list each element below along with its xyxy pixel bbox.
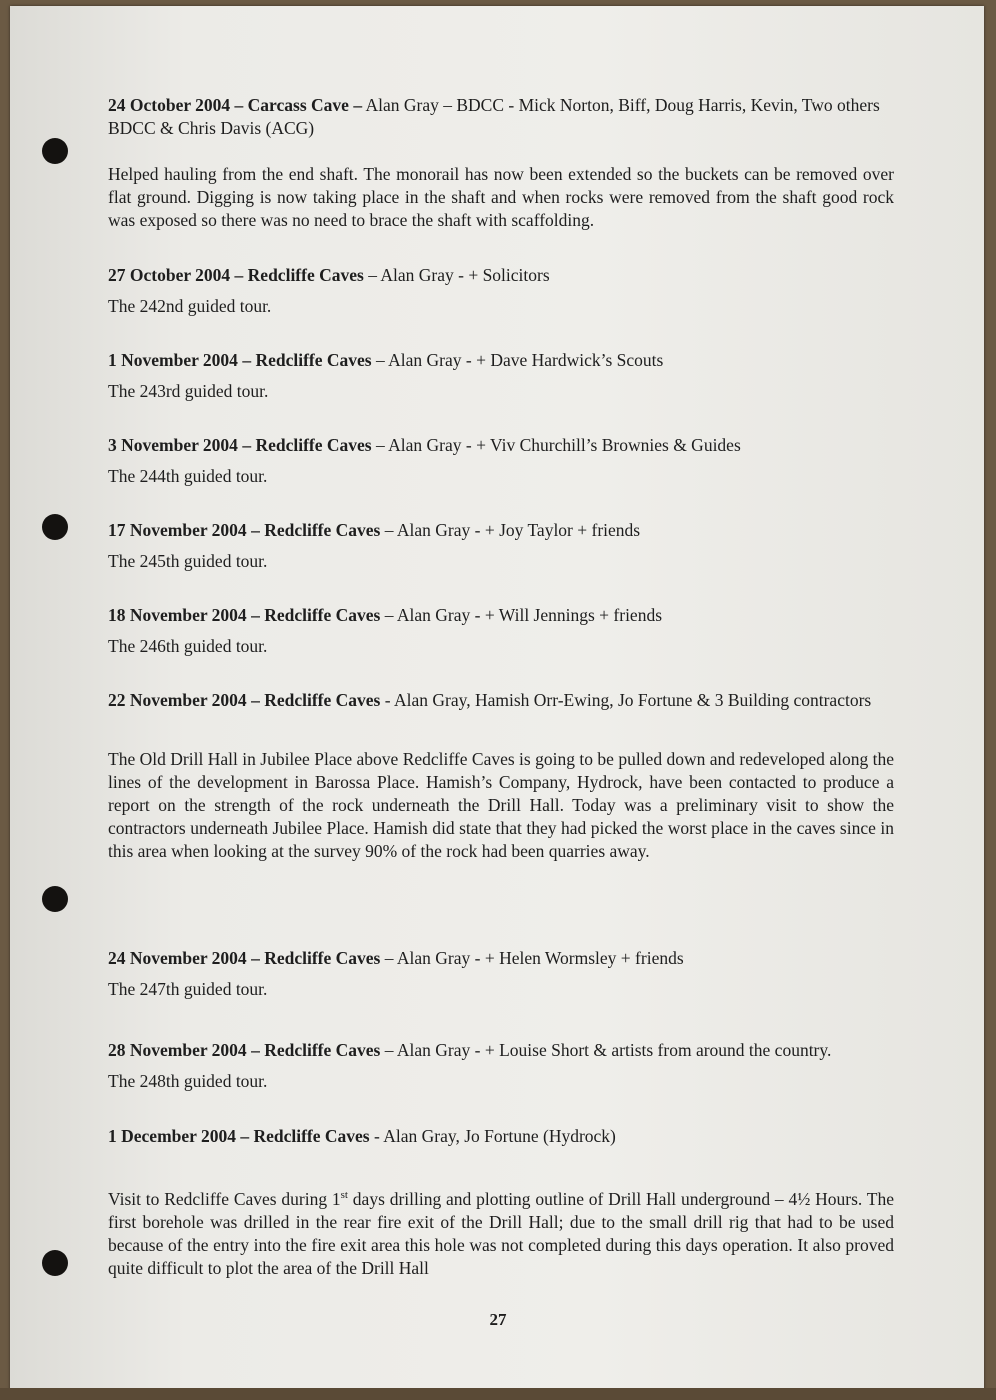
punch-hole <box>42 1250 68 1276</box>
entry-date: 24 November 2004 <box>108 948 247 968</box>
entry-place: Redcliffe Caves <box>264 1040 381 1060</box>
log-entry: 24 October 2004 – Carcass Cave – Alan Gray – BDCC - Mick Norton, Biff, Doug Harris, Kevin, Two others BDCC & Chris Davis (ACG) Helped hauling from the end shaft. The monorail has now been extended so the buckets can be removed over flat ground. Digging is now taking place in the shaft and when rocks were removed from the shaft good rock was exposed so there was no need to brace the shaft with scaffolding. <box>108 95 894 230</box>
entry-date: 1 December 2004 <box>108 1126 236 1146</box>
entry-text: Visit to Redcliffe Caves during 1st days drilling and plotting outline of Drill Hall underground – 4½ Hours. The first borehole was drilled in the rear fire exit of the Drill Hall; due to the small drill rig that had to be used because of the entry into the fire exit area this hole was not completed during this days operation. It also proved quite difficult to plot the area of the Drill Hall <box>108 1188 894 1278</box>
punch-hole <box>42 138 68 164</box>
entry-place: Carcass Cave <box>247 95 349 115</box>
log-entry: 1 December 2004 – Redcliffe Caves - Alan Gray, Jo Fortune (Hydrock) Visit to Redcliffe Caves during 1st days drilling and plotting outline of Drill Hall underground – 4½ Hours. The first borehole was drilled in the rear fire exit of the Drill Hall; due to the small drill rig that had to be used because of the entry into the fire exit area this hole was not completed during this days operation. It also proved quite difficult to plot the area of the Drill Hall <box>108 1126 894 1278</box>
entry-place: Redcliffe Caves <box>264 605 381 625</box>
log-entry: 18 November 2004 – Redcliffe Caves – Alan Gray - + Will Jennings + friends The 246th guided tour. <box>108 604 894 658</box>
entry-place: Redcliffe Caves <box>255 435 372 455</box>
log-entry: 22 November 2004 – Redcliffe Caves - Alan Gray, Hamish Orr-Ewing, Jo Fortune & 3 Building contractors The Old Drill Hall in Jubilee Place above Redcliffe Caves is going to be pulled down and redeveloped along the lines of the development in Barossa Place. Hamish’s Company, Hydrock, have been contacted to produce a report on the strength of the rock underneath the Drill Hall. Today was a preliminary visit to show the contractors underneath Jubilee Place. Hamish did state that they had picked the worst place in the caves since in this area when looking at the survey 90% of the rock had been quarries away. <box>108 690 894 861</box>
entry-place: Redcliffe Caves <box>264 690 381 710</box>
punch-hole <box>42 514 68 540</box>
punch-hole <box>42 886 68 912</box>
entry-date: 28 November 2004 <box>108 1040 247 1060</box>
entry-people: Alan Gray, Jo Fortune (Hydrock) <box>383 1126 616 1146</box>
entry-place: Redcliffe Caves <box>255 350 372 370</box>
log-entry: 28 November 2004 – Redcliffe Caves – Alan Gray - + Louise Short & artists from around the country. The 248th guided tour. <box>108 1039 894 1093</box>
entry-text: Helped hauling from the end shaft. The monorail has now been extended so the buckets can be removed over flat ground. Digging is now taking place in the shaft and when rocks were removed from the shaft good rock was exposed so there was no need to brace the shaft with scaffolding. <box>108 164 894 230</box>
entry-place: Redcliffe Caves <box>253 1126 370 1146</box>
entry-people: Alan Gray - + Viv Churchill’s Brownies & Guides <box>388 435 741 455</box>
entry-date: 17 November 2004 <box>108 520 247 540</box>
entry-text: The 245th guided tour. <box>108 551 268 571</box>
entry-text: The 248th guided tour. <box>108 1071 268 1091</box>
log-entry: 24 November 2004 – Redcliffe Caves – Alan Gray - + Helen Wormsley + friends The 247th guided tour. <box>108 947 894 1001</box>
entry-date: 24 October 2004 <box>108 95 231 115</box>
entry-text: The 244th guided tour. <box>108 466 268 486</box>
entry-people: Alan Gray - + Dave Hardwick’s Scouts <box>388 350 664 370</box>
log-entry: 27 October 2004 – Redcliffe Caves – Alan Gray - + Solicitors The 242nd guided tour. <box>108 264 894 318</box>
page-number: 27 <box>489 1310 507 1329</box>
entry-place: Redcliffe Caves <box>247 265 364 285</box>
entry-people: Alan Gray - + Helen Wormsley + friends <box>396 948 684 968</box>
entry-text: The 243rd guided tour. <box>108 381 269 401</box>
entry-people: Alan Gray - + Will Jennings + friends <box>396 605 663 625</box>
entry-date: 3 November 2004 <box>108 435 238 455</box>
entry-place: Redcliffe Caves <box>264 948 381 968</box>
entry-people: Alan Gray - + Joy Taylor + friends <box>396 520 641 540</box>
entry-place: Redcliffe Caves <box>264 520 381 540</box>
entry-people: Alan Gray - + Louise Short & artists from around the country. <box>396 1040 832 1060</box>
table-surface <box>0 1388 996 1400</box>
entry-date: 1 November 2004 <box>108 350 238 370</box>
log-entry: 3 November 2004 – Redcliffe Caves – Alan Gray - + Viv Churchill’s Brownies & Guides The 244th guided tour. <box>108 434 894 488</box>
entry-people: Alan Gray, Hamish Orr-Ewing, Jo Fortune & 3 Building contractors <box>393 690 872 710</box>
entry-text: The 246th guided tour. <box>108 636 268 656</box>
entry-people: Alan Gray – BDCC - Mick Norton, Biff, Doug Harris, Kevin, Two others BDCC & Chris Davis (ACG) <box>108 95 880 138</box>
entry-date: 22 November 2004 <box>108 690 247 710</box>
entry-text: The Old Drill Hall in Jubilee Place above Redcliffe Caves is going to be pulled down and redeveloped along the lines of the development in Barossa Place. Hamish’s Company, Hydrock, have been contacted to produce a report on the strength of the rock underneath the Drill Hall. Today was a preliminary visit to show the contractors underneath Jubilee Place. Hamish did state that they had picked the worst place in the caves since in this area when looking at the survey 90% of the rock had been quarries away. <box>108 749 894 861</box>
log-entry: 1 November 2004 – Redcliffe Caves – Alan Gray - + Dave Hardwick’s Scouts The 243rd guided tour. <box>108 349 894 403</box>
entry-people: Alan Gray - + Solicitors <box>380 265 550 285</box>
entry-date: 27 October 2004 <box>108 265 231 285</box>
entry-text: The 242nd guided tour. <box>108 296 272 316</box>
entry-text: The 247th guided tour. <box>108 979 268 999</box>
entry-date: 18 November 2004 <box>108 605 247 625</box>
log-entry: 17 November 2004 – Redcliffe Caves – Alan Gray - + Joy Taylor + friends The 245th guided tour. <box>108 519 894 573</box>
